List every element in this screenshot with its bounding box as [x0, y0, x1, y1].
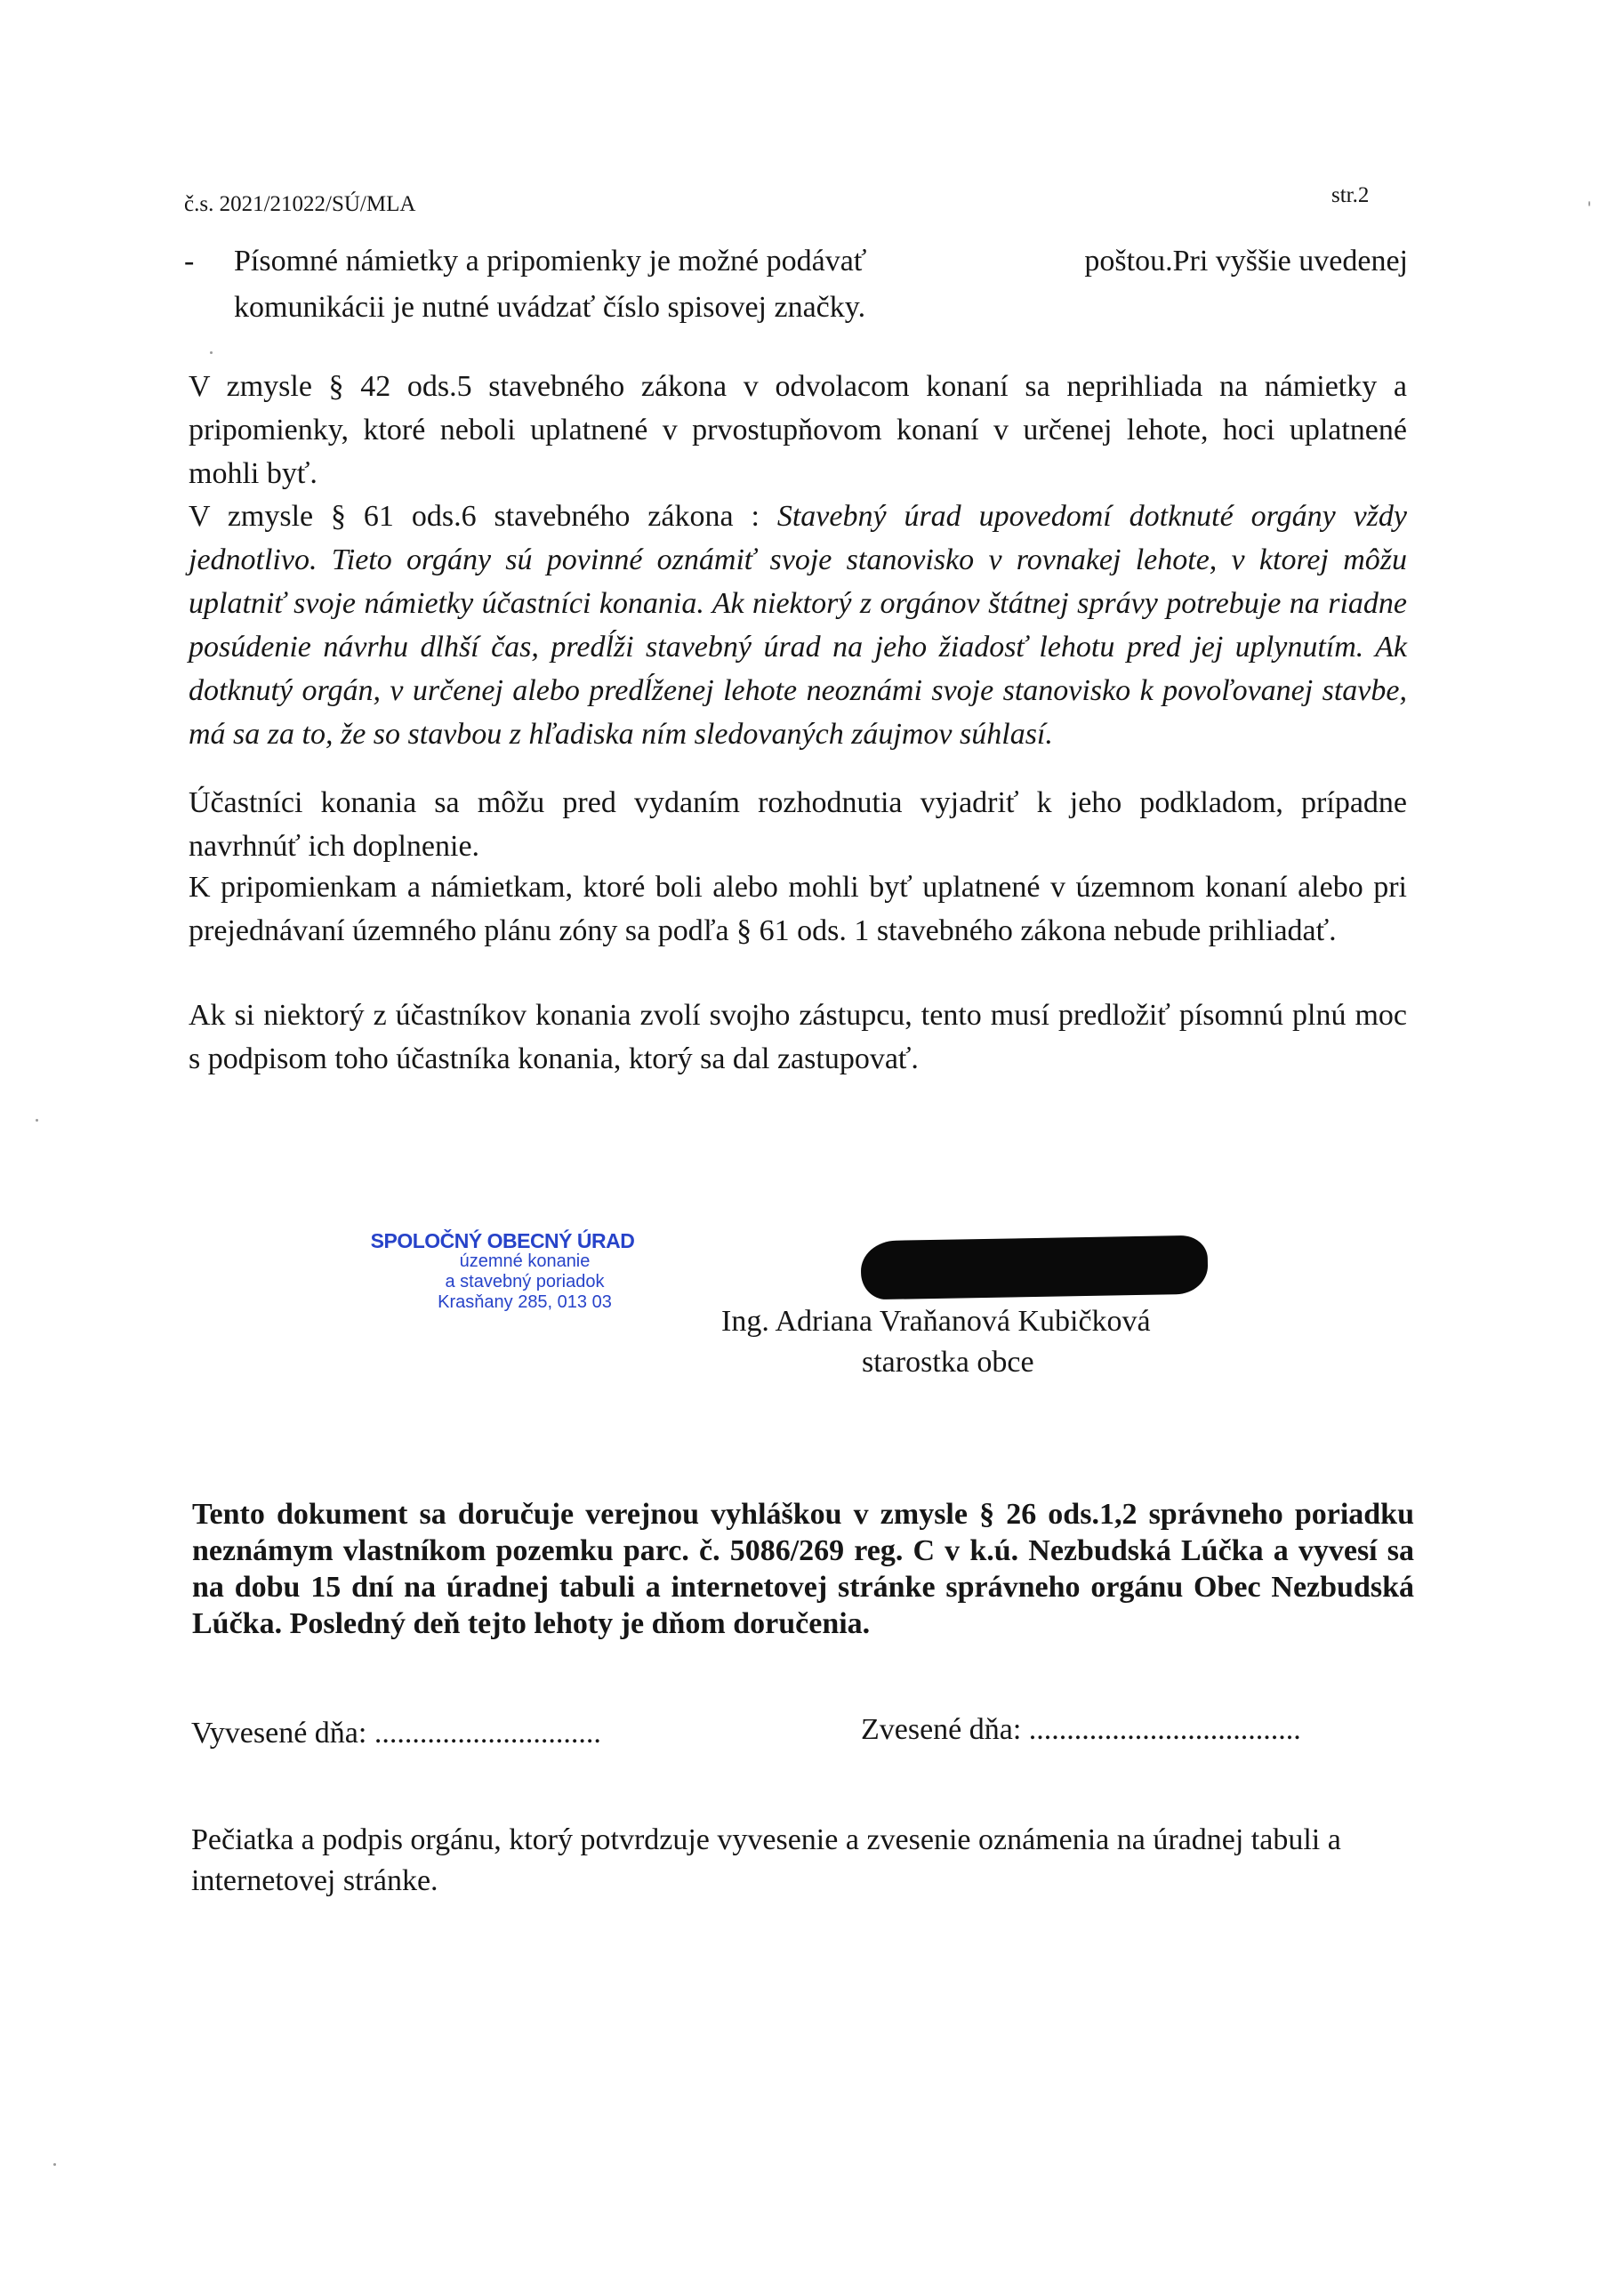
- scan-speck: [210, 351, 213, 354]
- paragraph-participants: Účastníci konania sa môžu pred vydaním rozhodnutia vyjadriť k jeho podkladom, prípadne navrhnúť ich doplnenie.: [189, 786, 1407, 863]
- scan-speck: [53, 2163, 56, 2166]
- paragraph-section-61-quote: Stavebný úrad upovedomí dotknuté orgány vždy jednotlivo. Tieto orgány sú povinné oznámiť svoje stanovisko v rovnakej lehote, v ktorej môžu uplatniť svoje námietky účastníci konania. Ak niektorý z orgánov štátnej správy potrebuje na riadne posúdenie návrhu dlhší čas, predĺži stavebný úrad na jeho žiadosť lehotu pred jej uplynutím. Ak dotknutý orgán, v určenej alebo predĺženej lehote neoznámi svoje stanovisko k povoľovanej stavbe, má sa za to, že so stavbou z hľadiska ním sledovaných záujmov súhlasí.: [189, 500, 1407, 751]
- removed-date-field: Zvesené dňa: ....................................: [861, 1713, 1301, 1746]
- scan-speck: [1588, 201, 1590, 206]
- stamp-title: SPOLOČNÝ OBECNÝ ÚRAD: [370, 1229, 635, 1252]
- signature-redaction: [860, 1235, 1208, 1300]
- stamp-line-1: územné konanie: [459, 1251, 591, 1271]
- stamp-line-2: a stavebný poriadok: [445, 1272, 605, 1291]
- stamp-line-3: Krasňany 285, 013 03: [438, 1292, 612, 1312]
- bullet-line2: komunikácii je nutné uvádzať číslo spisovej značky.: [234, 291, 866, 324]
- signatory-name: Ing. Adriana Vraňanová Kubičková: [721, 1305, 1151, 1338]
- public-notice: Tento dokument sa doručuje verejnou vyhláškou v zmysle § 26 ods.1,2 správneho poriadku neznámym vlastníkom pozemku parc. č. 5086/269 reg. C v k.ú. Nezbudská Lúčka a vyvesí sa na dobu 15 dní na úradnej tabuli a internetovej stránke správneho orgánu Obec Nezbudská Lúčka. Posledný deň tejto lehoty je dňom doručenia.: [192, 1498, 1414, 1640]
- signatory-role: starostka obce: [862, 1346, 1034, 1379]
- posted-date-field: Vyvesené dňa: ..............................: [191, 1717, 601, 1750]
- bullet-line1-right: poštou.Pri vyššie uvedenej: [1084, 245, 1408, 278]
- stamp-signature-note: Pečiatka a podpis orgánu, ktorý potvrdzuje vyvesenie a zvesenie oznámenia na úradnej tabuli a internetovej stránke.: [191, 1823, 1341, 1897]
- reference-number: č.s. 2021/21022/SÚ/MLA: [184, 192, 416, 216]
- paragraph-appeal: V zmysle § 42 ods.5 stavebného zákona v odvolacom konaní sa neprihliada na námietky a pripomienky, ktoré neboli uplatnené v prvostupňovom konaní v určenej lehote, hoci uplatnené mohli byť.: [189, 370, 1407, 490]
- scan-speck: [36, 1119, 38, 1122]
- bullet-text: [234, 238, 1408, 331]
- paragraph-objections: K pripomienkam a námietkam, ktoré boli alebo mohli byť uplatnené v územnom konaní alebo pri prejednávaní územného plánu zóny sa podľa § 61 ods. 1 stavebného zákona nebude prihliadať.: [189, 871, 1407, 947]
- office-stamp: [356, 1231, 649, 1313]
- paragraph-representative: Ak si niektorý z účastníkov konania zvolí svojho zástupcu, tento musí predložiť písomnú plnú moc s podpisom toho účastníka konania, ktorý sa dal zastupovať.: [189, 999, 1407, 1075]
- paragraph-section-61: [189, 495, 1407, 756]
- bullet-line1-left: Písomné námietky a pripomienky je možné podávať: [234, 245, 867, 278]
- bullet-dash: -: [184, 245, 195, 278]
- paragraph-section-61-intro: V zmysle § 61 ods.6 stavebného zákona :: [189, 500, 777, 533]
- page-number: str.2: [1331, 183, 1370, 207]
